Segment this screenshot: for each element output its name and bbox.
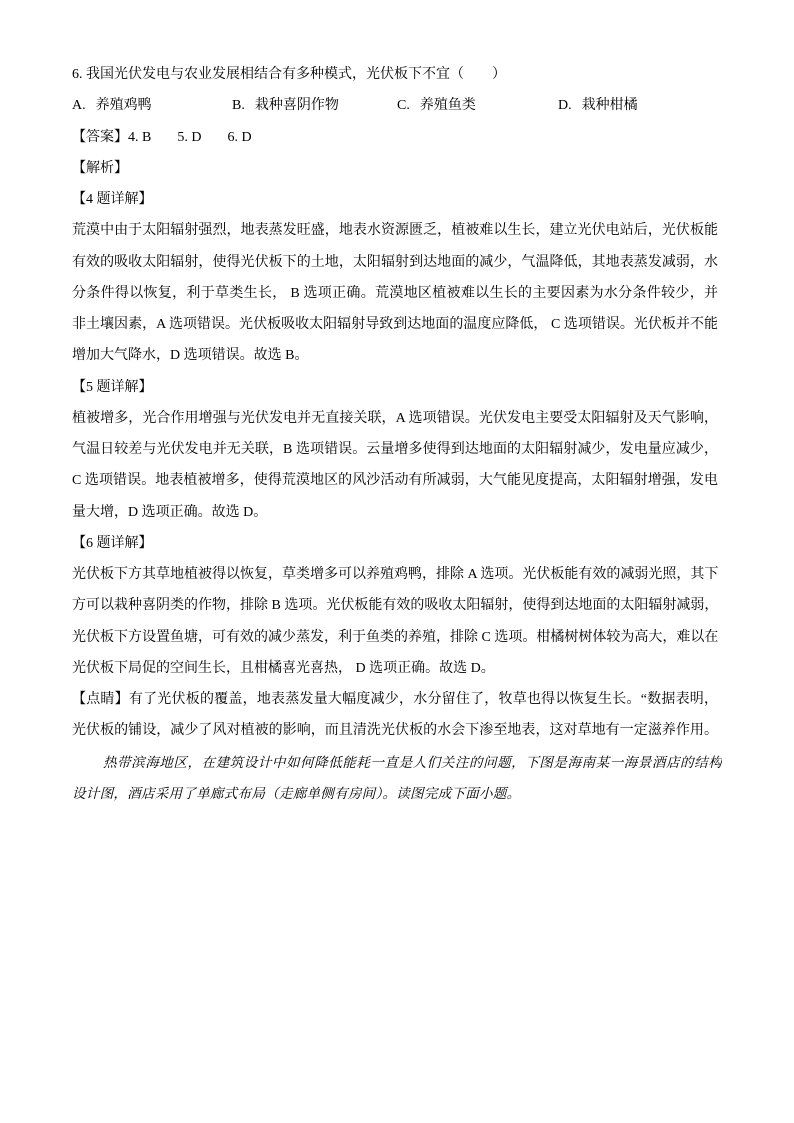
option-label: A. bbox=[72, 98, 86, 114]
analysis-tag: 【解析】 bbox=[72, 160, 128, 176]
body-line: 光伏板下方其草地植被得以恢复，草类增多可以养殖鸡鸭，排除 A 选项。光伏板能有效的减弱光照，其下 bbox=[72, 567, 718, 582]
page-content bbox=[72, 59, 722, 809]
body-line: 量大增，D 选项正确。故选 D。 bbox=[72, 504, 268, 520]
option-text: 栽种喜阴作物 bbox=[254, 98, 339, 114]
answer-item: 5. D bbox=[177, 129, 202, 145]
body-line: 增加大气降水，D 选项错误。故选 B。 bbox=[72, 348, 309, 364]
tip-tag: 【点睛】 bbox=[72, 692, 129, 707]
body-line: 气温日较差与光伏发电并无关联，B 选项错误。云量增多使得到达地面的太阳辐射减少，发电量应减少， bbox=[72, 442, 718, 457]
body-line: 植被增多，光合作用增强与光伏发电并无直接关联，A 选项错误。光伏发电主要受太阳辐射及天气影响， bbox=[72, 410, 718, 426]
answer-item: 4. B bbox=[128, 129, 152, 145]
intro-line: 热带滨海地区，在建筑设计中如何降低能耗一直是人们关注的问题，下图是海南某一海景酒店的结构 bbox=[103, 754, 722, 770]
section-heading: 【4 题详解】 bbox=[72, 192, 153, 207]
section-heading: 【5 题详解】 bbox=[72, 379, 153, 395]
section-heading: 【6 题详解】 bbox=[72, 535, 153, 551]
body-line: 非土壤因素，A 选项错误。光伏板吸收太阳辐射导致到达地面的温度应降低， C 选项错误。光伏板并不能 bbox=[72, 317, 718, 332]
question-stem-line bbox=[72, 59, 718, 90]
option-text: 栽种柑橘 bbox=[581, 98, 638, 114]
body-line: 光伏板下方设置鱼塘，可有效的减少蒸发，利于鱼类的养殖，排除 C 选项。柑橘树树体较为高大，难以在 bbox=[72, 629, 718, 645]
option-c bbox=[397, 90, 476, 121]
tip-line: 光伏板的铺设，减少了风对植被的影响，而且清洗光伏板的水会下渗至地表，这对草地有一定滋养作用。 bbox=[72, 723, 718, 739]
answer-tag: 【答案】 bbox=[72, 129, 128, 145]
option-a bbox=[72, 90, 152, 121]
body-line: 分条件得以恢复，利于草类生长， B 选项正确。荒漠地区植被难以生长的主要因素为水分条件较少，并 bbox=[72, 285, 718, 301]
body-line: 光伏板下局促的空间生长，且柑橘喜光喜热， D 选项正确。故选 D。 bbox=[72, 660, 495, 676]
option-label: D. bbox=[558, 98, 572, 114]
options-line bbox=[72, 90, 718, 121]
answer-line bbox=[72, 122, 718, 153]
option-label: C. bbox=[397, 98, 410, 114]
tip-line bbox=[72, 684, 718, 715]
tip-text: 有了光伏板的覆盖，地表蒸发量大幅度减少，水分留住了，牧草也得以恢复生长。“数据表明， bbox=[128, 692, 718, 707]
option-d bbox=[558, 90, 638, 121]
option-text: 养殖鸡鸭 bbox=[95, 98, 152, 114]
answer-item: 6. D bbox=[227, 129, 252, 145]
question-number: 6. bbox=[72, 67, 83, 82]
option-label: B. bbox=[232, 98, 245, 114]
intro-line: 设计图，酒店采用了单廊式布局（走廊单侧有房间）。读图完成下面小题。 bbox=[72, 785, 521, 801]
option-b bbox=[232, 90, 339, 121]
question-stem: 我国光伏发电与农业发展相结合有多种模式，光伏板下不宜（ ） bbox=[86, 67, 506, 82]
body-line: C 选项错误。地表植被增多，使得荒漠地区的风沙活动有所减弱，大气能见度提高，太阳辐射增强，发电 bbox=[72, 473, 718, 489]
body-line: 有效的吸收太阳辐射，使得光伏板下的土地，太阳辐射到达地面的减少，气温降低，其地表蒸发减弱，水 bbox=[72, 254, 718, 270]
body-line: 荒漠中由于太阳辐射强烈，地表蒸发旺盛，地表水资源匮乏，植被难以生长，建立光伏电站后，光伏板能 bbox=[72, 223, 718, 239]
body-line: 方可以栽种喜阴类的作物，排除 B 选项。光伏板能有效的吸收太阳辐射，使得到达地面的太阳辐射减弱， bbox=[72, 598, 718, 614]
option-text: 养殖鱼类 bbox=[419, 98, 476, 114]
